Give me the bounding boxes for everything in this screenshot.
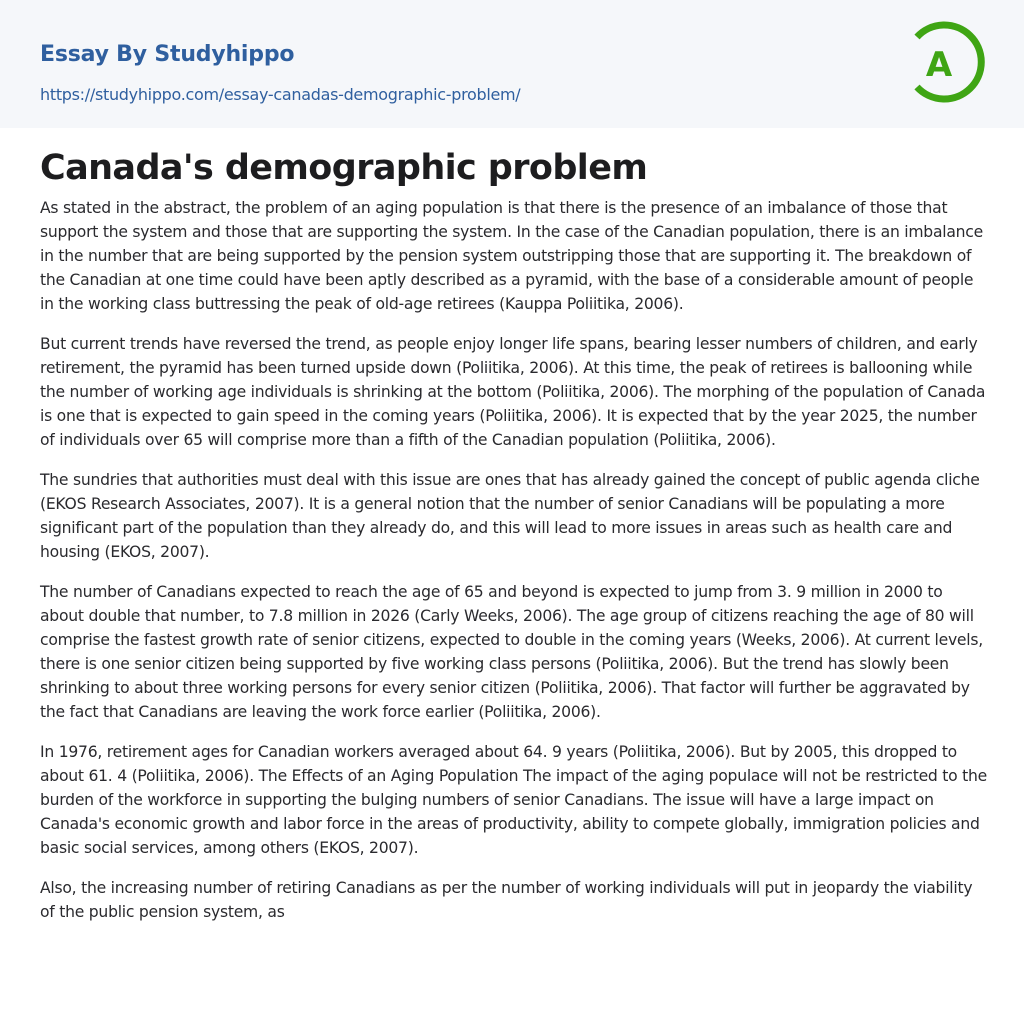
article-paragraph: As stated in the abstract, the problem of an aging population is that there is the presence of an imbalance of those that support the system and those that are supporting the system. In the case of the Canadian population, there is an imbalance in the number that are being supported by the pension system outstripping those that are supporting it. The breakdown of the Canadian at one time could have been aptly described as a pyramid, with the base of a considerable amount of people in the working class buttressing the peak of old-age retirees (Kauppa Poliitika, 2006).	[40, 199, 983, 313]
article-paragraph: Also, the increasing number of retiring Canadians as per the number of working individuals will put in jeopardy the viability of the public pension system, as	[40, 879, 973, 921]
article-paragraph: The number of Canadians expected to reach the age of 65 and beyond is expected to jump from 3. 9 million in 2000 to about double that number, to 7.8 million in 2026 (Carly Weeks, 2006). The age group of citizens reaching the age of 80 will comprise the fastest growth rate of senior citizens, expected to double in the coming years (Weeks, 2006). At current levels, there is one senior citizen being supported by five working class persons (Poliitika, 2006). But the trend has slowly been shrinking to about three working persons for every senior citizen (Poliitika, 2006). That factor will further be aggravated by the fact that Canadians are leaving the work force earlier (Poliitika, 2006).	[40, 583, 983, 721]
article-title: Canada's demographic problem	[40, 148, 648, 188]
studyhippo-logo-icon[interactable]	[904, 18, 990, 106]
site-brand[interactable]: Essay By Studyhippo	[40, 42, 295, 67]
article	[40, 142, 988, 940]
article-paragraph: In 1976, retirement ages for Canadian workers averaged about 64. 9 years (Poliitika, 2006). But by 2005, this dropped to about 61. 4 (Poliitika, 2006). The Effects of an Aging Population The impact of the aging populace will not be restricted to the burden of the workforce in supporting the bulging numbers of senior Canadians. The issue will have a large impact on Canada's economic growth and labor force in the areas of productivity, ability to compete globally, immigration policies and basic social services, among others (EKOS, 2007).	[40, 743, 987, 857]
article-paragraph: The sundries that authorities must deal with this issue are ones that has already gained the concept of public agenda cliche (EKOS Research Associates, 2007). It is a general notion that the number of senior Canadians will be populating a more significant part of the population than they already do, and this will lead to more issues in areas such as health care and housing (EKOS, 2007).	[40, 471, 980, 561]
article-paragraph: But current trends have reversed the trend, as people enjoy longer life spans, bearing lesser numbers of children, and early retirement, the pyramid has been turned upside down (Poliitika, 2006). At this time, the peak of retirees is ballooning while the number of working age individuals is shrinking at the bottom (Poliitika, 2006). The morphing of the population of Canada is one that is expected to gain speed in the coming years (Poliitika, 2006). It is expected that by the year 2025, the number of individuals over 65 will comprise more than a fifth of the Canadian population (Poliitika, 2006).	[40, 335, 986, 449]
source-url-link[interactable]: https://studyhippo.com/essay-canadas-demographic-problem/	[40, 85, 521, 104]
page-header	[0, 0, 1024, 128]
logo-letter: A	[925, 45, 953, 85]
